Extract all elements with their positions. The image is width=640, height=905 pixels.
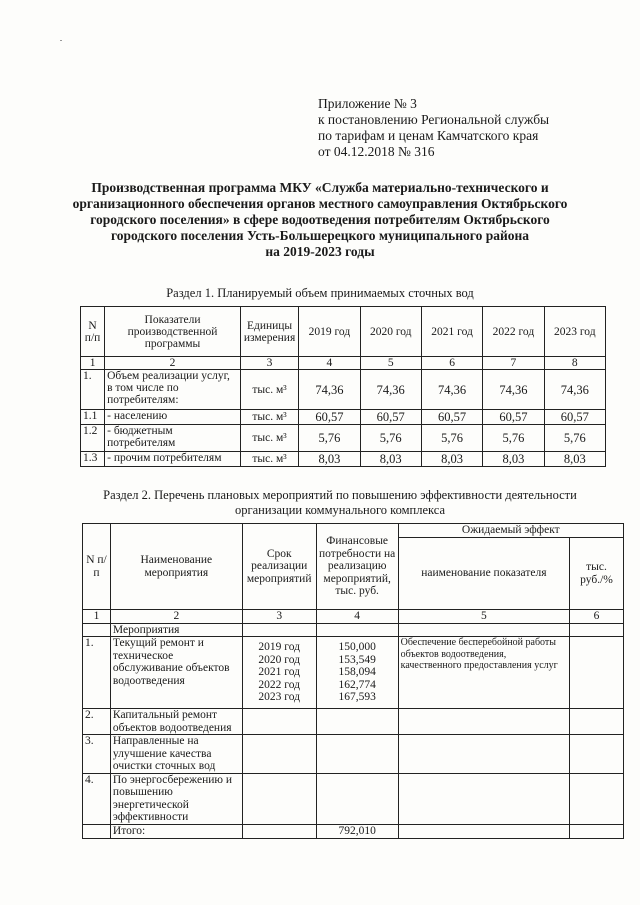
header-cell: 2020 год — [360, 307, 421, 357]
title-line: городского поселения» в сфере водоотведения потребителям Октябрьского — [90, 212, 550, 227]
column-number: 5 — [398, 610, 569, 624]
group-label: Мероприятия — [110, 623, 242, 637]
row-indicator: Объем реализации услуг, в том числе по потребителям: — [105, 370, 241, 410]
row-unit: тыс. м³ — [240, 425, 298, 452]
header-cell: 2021 год — [421, 307, 482, 357]
column-number: 1 — [81, 357, 105, 370]
value-2020: 74,36 — [360, 370, 421, 410]
group-row — [83, 623, 624, 637]
column-number: 5 — [360, 357, 421, 370]
value-2020: 60,57 — [360, 410, 421, 425]
header-cell: наименование показателя — [398, 538, 569, 610]
appendix-block — [318, 96, 618, 160]
header-cell: N п/п — [81, 307, 105, 357]
value-2019: 74,36 — [299, 370, 360, 410]
table-row — [83, 735, 624, 774]
value-2019: 60,57 — [299, 410, 360, 425]
table-row — [83, 773, 624, 824]
header-cell: Финансовые потребности на реализацию мероприятий, тыс. руб. — [316, 524, 398, 610]
row-number: 3. — [83, 735, 111, 774]
row-unit: тыс. м³ — [240, 410, 298, 425]
appendix-line: к постановлению Региональной службы — [318, 112, 550, 127]
header-cell: 2023 год — [544, 307, 605, 357]
section2-heading-line: организации коммунального комплекса — [234, 503, 446, 517]
value-2022: 8,03 — [483, 452, 544, 467]
section1-heading: Раздел 1. Планируемый объем принимаемых сточных вод — [166, 286, 474, 300]
header-cell: тыс. руб./% — [570, 538, 624, 610]
measure-name: Направленные на улучшение качества очистки сточных вод — [110, 735, 242, 774]
value-2022: 60,57 — [483, 410, 544, 425]
row-indicator: - бюджетным потребителям — [105, 425, 241, 452]
value-2021: 60,57 — [421, 410, 482, 425]
row-unit: тыс. м³ — [240, 452, 298, 467]
column-number: 3 — [242, 610, 316, 624]
value-2022: 5,76 — [483, 425, 544, 452]
header-cell: Ожидаемый эффект — [398, 524, 623, 538]
year: 2020 год — [258, 653, 300, 666]
row-indicator: - прочим потребителям — [105, 452, 241, 467]
value-2023: 60,57 — [544, 410, 605, 425]
sum: 158,094 — [338, 666, 376, 679]
table-row — [83, 637, 624, 709]
header-cell: Единицы измерения — [240, 307, 298, 357]
column-number: 4 — [299, 357, 360, 370]
sum: 162,774 — [338, 678, 376, 691]
table-header-row — [83, 524, 624, 538]
row-indicator: - населению — [105, 410, 241, 425]
row-number: 1. — [83, 637, 111, 709]
scan-speck — [60, 40, 62, 41]
column-number: 8 — [544, 357, 605, 370]
total-row — [83, 824, 624, 838]
effect-indicator: Обеспечение бесперебойной работы объектов водоотведения, качественного предоставления услуг — [398, 637, 569, 709]
value-2019: 8,03 — [299, 452, 360, 467]
header-cell: 2019 год — [299, 307, 360, 357]
column-number: 1 — [83, 610, 111, 624]
table-header-row — [81, 307, 606, 357]
year: 2023 год — [258, 691, 300, 704]
total-label: Итого: — [110, 824, 242, 838]
header-cell: Наименование мероприятия — [110, 524, 242, 610]
column-number: 7 — [483, 357, 544, 370]
appendix-line: по тарифам и ценам Камчатского края — [318, 128, 539, 143]
column-number: 2 — [110, 610, 242, 624]
title-line: городского поселения Усть-Большерецкого муниципального района — [110, 228, 530, 243]
column-number: 6 — [421, 357, 482, 370]
column-number: 4 — [316, 610, 398, 624]
header-cell: Срок реализации мероприятий — [242, 524, 316, 610]
header-cell: N п/п — [83, 524, 111, 610]
title-line: Производственная программа МКУ «Служба материально-технического и — [91, 180, 549, 195]
measure-name: Текущий ремонт и техническое обслуживание объектов водоотведения — [110, 637, 242, 709]
column-number-row — [83, 610, 624, 624]
sum: 167,593 — [338, 691, 376, 704]
sum: 150,000 — [338, 641, 376, 654]
value-2019: 5,76 — [299, 425, 360, 452]
measure-name: Капитальный ремонт объектов водоотведения — [110, 709, 242, 735]
value-2023: 8,03 — [544, 452, 605, 467]
value-2022: 74,36 — [483, 370, 544, 410]
row-number: 1.2 — [81, 425, 105, 452]
row-number: 1.1 — [81, 410, 105, 425]
value-2021: 5,76 — [421, 425, 482, 452]
row-number: 2. — [83, 709, 111, 735]
value-2020: 5,76 — [360, 425, 421, 452]
column-number: 6 — [570, 610, 624, 624]
row-number: 4. — [83, 773, 111, 824]
measure-years — [242, 637, 316, 709]
value-2023: 74,36 — [544, 370, 605, 410]
total-value: 792,010 — [316, 824, 398, 838]
table-row — [81, 452, 606, 467]
wastewater-volume-table — [80, 306, 606, 467]
year: 2019 год — [258, 641, 300, 654]
column-number-row — [81, 357, 606, 370]
table-row — [81, 410, 606, 425]
appendix-line: Приложение № 3 — [318, 96, 417, 111]
sum: 153,549 — [338, 653, 376, 666]
table-row — [81, 425, 606, 452]
measure-sums — [316, 637, 398, 709]
header-cell: Показатели производственной программы — [105, 307, 241, 357]
document-title — [30, 180, 610, 260]
title-line: организационного обеспечения органов местного самоуправления Октябрьского — [72, 196, 568, 211]
title-line: на 2019-2023 годы — [265, 244, 375, 259]
year: 2021 год — [258, 666, 300, 679]
value-2021: 74,36 — [421, 370, 482, 410]
row-number: 1. — [81, 370, 105, 410]
value-2020: 8,03 — [360, 452, 421, 467]
row-unit: тыс. м³ — [240, 370, 298, 410]
measure-name: По энергосбережению и повышению энергетической эффективности — [110, 773, 242, 824]
value-2023: 5,76 — [544, 425, 605, 452]
row-number: 1.3 — [81, 452, 105, 467]
value-2021: 8,03 — [421, 452, 482, 467]
section2-heading — [60, 488, 620, 518]
table-row — [81, 370, 606, 410]
column-number: 2 — [105, 357, 241, 370]
header-cell: 2022 год — [483, 307, 544, 357]
table-row — [83, 709, 624, 735]
section2-heading-line: Раздел 2. Перечень плановых мероприятий по повышению эффективности деятельности — [103, 488, 577, 502]
column-number: 3 — [240, 357, 298, 370]
year: 2022 год — [258, 678, 300, 691]
appendix-line: от 04.12.2018 № 316 — [318, 144, 435, 159]
measures-table — [82, 523, 624, 839]
